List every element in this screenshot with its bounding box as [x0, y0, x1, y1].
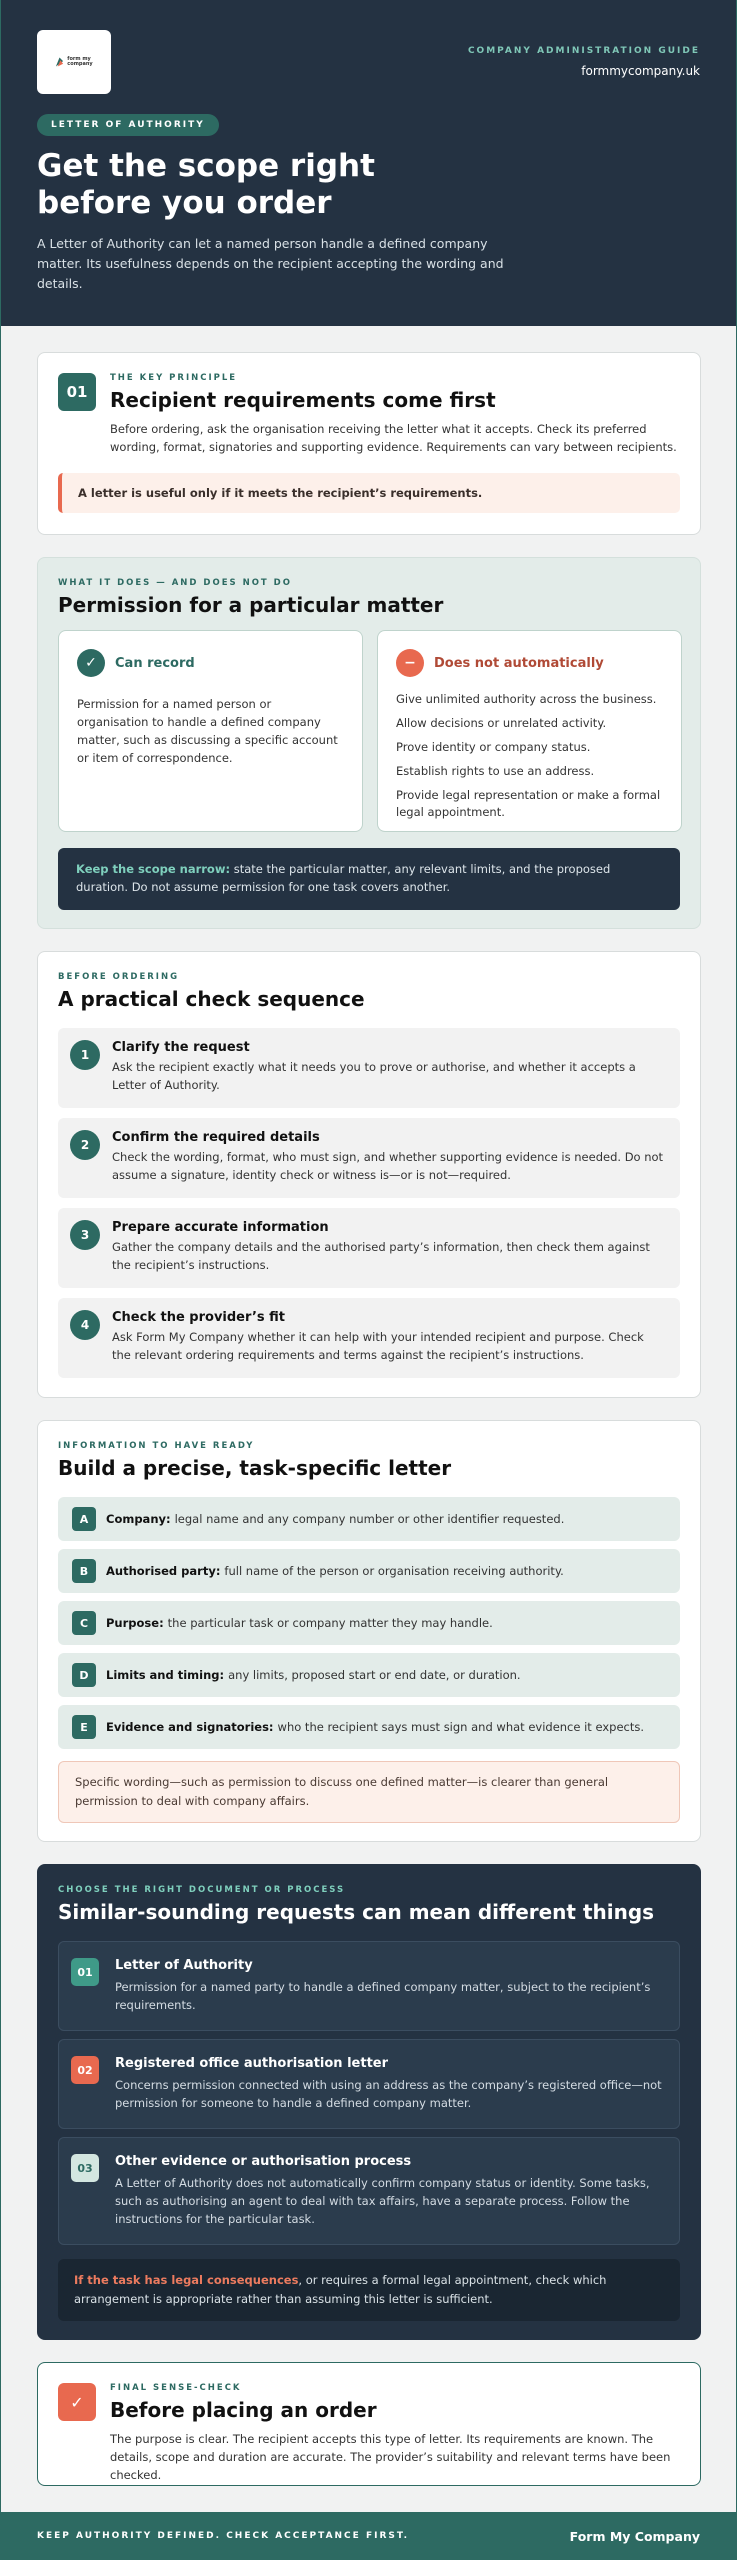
- step-title: Confirm the required details: [112, 1130, 320, 1145]
- wording-note: Specific wording—such as permission to discuss one defined matter—is clearer than general permission to deal with company affairs.: [58, 1761, 680, 1823]
- step-item: [58, 1028, 680, 1108]
- check-sequence-card: [37, 951, 701, 1398]
- info-letter-badge: B: [72, 1559, 96, 1583]
- section-eyebrow: THE KEY PRINCIPLE: [110, 373, 238, 383]
- step-number: 2: [70, 1130, 100, 1160]
- step-item: [58, 1298, 680, 1378]
- does-not-panel: [377, 630, 682, 832]
- info-text: the particular task or company matter they may handle.: [167, 1616, 493, 1630]
- option-description: Concerns permission connected with using an address as the company’s registered office—not permission for someone to handle a defined company matter.: [115, 2078, 662, 2110]
- minus-icon: −: [396, 649, 424, 677]
- step-item: [58, 1208, 680, 1288]
- checkmark-icon: ✓: [58, 2383, 96, 2421]
- info-label: Evidence and signatories:: [106, 1720, 274, 1734]
- option-title: Other evidence or authorisation process: [115, 2154, 412, 2169]
- guide-label: COMPANY ADMINISTRATION GUIDE: [467, 46, 700, 56]
- list-item: Prove identity or company status.: [396, 740, 591, 754]
- page-title: Get the scope right before you order: [37, 148, 375, 221]
- step-description: Ask the recipient exactly what it needs you to prove or authorise, and whether it accepts a Letter of Authority.: [112, 1060, 636, 1092]
- footer-brand-link[interactable]: Form My Company: [569, 2528, 700, 2544]
- principle-callout: A letter is useful only if it meets the recipient’s requirements.: [58, 473, 680, 513]
- legal-consequences-note: [58, 2259, 680, 2321]
- information-card: [37, 1420, 701, 1842]
- can-record-panel: [58, 630, 363, 832]
- option-description: Permission for a named party to handle a defined company matter, subject to the recipient’s requirements.: [115, 1980, 651, 2012]
- section-title: Recipient requirements come first: [110, 388, 496, 412]
- section-eyebrow: INFORMATION TO HAVE READY: [58, 1441, 255, 1451]
- final-check-card: [37, 2362, 701, 2486]
- list-item: Establish rights to use an address.: [396, 764, 595, 778]
- step-number: 1: [70, 1040, 100, 1070]
- option-number: 01: [71, 1958, 99, 1986]
- step-number: 4: [70, 1310, 100, 1340]
- info-label: Authorised party:: [106, 1564, 221, 1578]
- scope-narrow-label: Keep the scope narrow:: [76, 862, 231, 876]
- list-item: Give unlimited authority across the business.: [396, 692, 657, 706]
- does-not-list: [396, 691, 663, 821]
- footer-tagline: KEEP AUTHORITY DEFINED. CHECK ACCEPTANCE FIRST.: [37, 2531, 410, 2541]
- step-description: Ask Form My Company whether it can help with your intended recipient and purpose. Check the relevant ordering requirements and terms against the recipient’s instructions.: [112, 1330, 644, 1362]
- check-icon: ✓: [77, 649, 105, 677]
- info-label: Company:: [106, 1512, 171, 1526]
- section-body: Before ordering, ask the organisation receiving the letter what it accepts. Check its preferred wording, format, signatories and supporting evidence. Requirements can vary between recipients.: [110, 422, 677, 454]
- hero-header: [1, 0, 736, 326]
- section-number-badge: 01: [58, 373, 96, 411]
- info-row: [58, 1653, 680, 1697]
- legal-warning-text: , or requires a formal legal appointment, check which arrangement is appropriate rather than assuming this letter is sufficient.: [74, 2273, 607, 2306]
- info-text: any limits, proposed start or end date, or duration.: [228, 1668, 521, 1682]
- section-title: Permission for a particular matter: [58, 593, 444, 617]
- option-item: [58, 2137, 680, 2245]
- guide-url-link[interactable]: formmycompany.uk: [581, 64, 700, 78]
- key-principle-card: [37, 352, 701, 535]
- info-row: [58, 1549, 680, 1593]
- option-item: [58, 1941, 680, 2031]
- info-letter-badge: C: [72, 1611, 96, 1635]
- info-text: full name of the person or organisation receiving authority.: [224, 1564, 564, 1578]
- option-item: [58, 2039, 680, 2129]
- section-title: Before placing an order: [110, 2398, 377, 2422]
- page-footer: [1, 2512, 736, 2560]
- info-letter-badge: D: [72, 1663, 96, 1687]
- option-title: Letter of Authority: [115, 1958, 253, 1973]
- topic-pill: LETTER OF AUTHORITY: [37, 114, 219, 136]
- section-body: The purpose is clear. The recipient accepts this type of letter. Its requirements are known. The details, scope and duration are accurate. The provider’s suitability and relevant terms have been checked.: [110, 2432, 671, 2482]
- step-title: Prepare accurate information: [112, 1220, 329, 1235]
- hero-intro: A Letter of Authority can let a named person handle a defined company matter. Its usefulness depends on the recipient accepting the wording and details.: [37, 236, 504, 291]
- section-title: Similar-sounding requests can mean different things: [58, 1900, 655, 1924]
- step-item: [58, 1118, 680, 1198]
- legal-warning-label: If the task has legal consequences: [74, 2273, 299, 2287]
- section-eyebrow: BEFORE ORDERING: [58, 972, 180, 982]
- step-number: 3: [70, 1220, 100, 1250]
- step-title: Clarify the request: [112, 1040, 250, 1055]
- logo-text-line-2: company: [67, 61, 93, 67]
- info-letter-badge: E: [72, 1715, 96, 1739]
- can-record-label: Can record: [115, 655, 195, 671]
- logo[interactable]: [37, 30, 111, 94]
- section-title: A practical check sequence: [58, 987, 365, 1011]
- choose-document-card: [37, 1864, 701, 2340]
- scope-narrow-text: state the particular matter, any relevant limits, and the proposed duration. Do not assume permission for one task covers another.: [76, 862, 611, 894]
- logo-mark-icon: [55, 56, 64, 68]
- info-label: Purpose:: [106, 1616, 164, 1630]
- option-title: Registered office authorisation letter: [115, 2056, 389, 2071]
- section-eyebrow: WHAT IT DOES — AND DOES NOT DO: [58, 578, 292, 588]
- list-item: Allow decisions or unrelated activity.: [396, 716, 607, 730]
- scope-card: [37, 557, 701, 929]
- list-item: Provide legal representation or make a formal legal appointment.: [396, 788, 661, 819]
- option-number: 03: [71, 2154, 99, 2182]
- section-eyebrow: FINAL SENSE-CHECK: [110, 2383, 242, 2393]
- option-description: A Letter of Authority does not automatically confirm company status or identity. Some tasks, such as authorising an agent to deal with tax affairs, have a separate process. Follow the instructions for the particular task.: [115, 2176, 650, 2226]
- section-eyebrow: CHOOSE THE RIGHT DOCUMENT OR PROCESS: [58, 1885, 346, 1895]
- does-not-label: Does not automatically: [434, 655, 604, 671]
- option-number: 02: [71, 2056, 99, 2084]
- info-label: Limits and timing:: [106, 1668, 225, 1682]
- logo-text-line-1: form my: [67, 56, 91, 62]
- logo-wordmark: [67, 57, 92, 67]
- info-text: who the recipient says must sign and what evidence it expects.: [277, 1720, 645, 1734]
- info-row: [58, 1497, 680, 1541]
- can-record-body: Permission for a named person or organisation to handle a defined company matter, such as discussing a specific account or item of correspondence.: [77, 697, 338, 765]
- info-row: [58, 1705, 680, 1749]
- info-text: legal name and any company number or other identifier requested.: [174, 1512, 565, 1526]
- section-title: Build a precise, task-specific letter: [58, 1456, 452, 1480]
- step-title: Check the provider’s fit: [112, 1310, 286, 1325]
- step-description: Check the wording, format, who must sign, and whether supporting evidence is needed. Do not assume a signature, identity check or witness is—or is not—required.: [112, 1150, 664, 1182]
- info-letter-badge: A: [72, 1507, 96, 1531]
- step-description: Gather the company details and the authorised party’s information, then check them against the recipient’s instructions.: [112, 1240, 650, 1272]
- scope-narrow-note: [58, 848, 680, 910]
- info-row: [58, 1601, 680, 1645]
